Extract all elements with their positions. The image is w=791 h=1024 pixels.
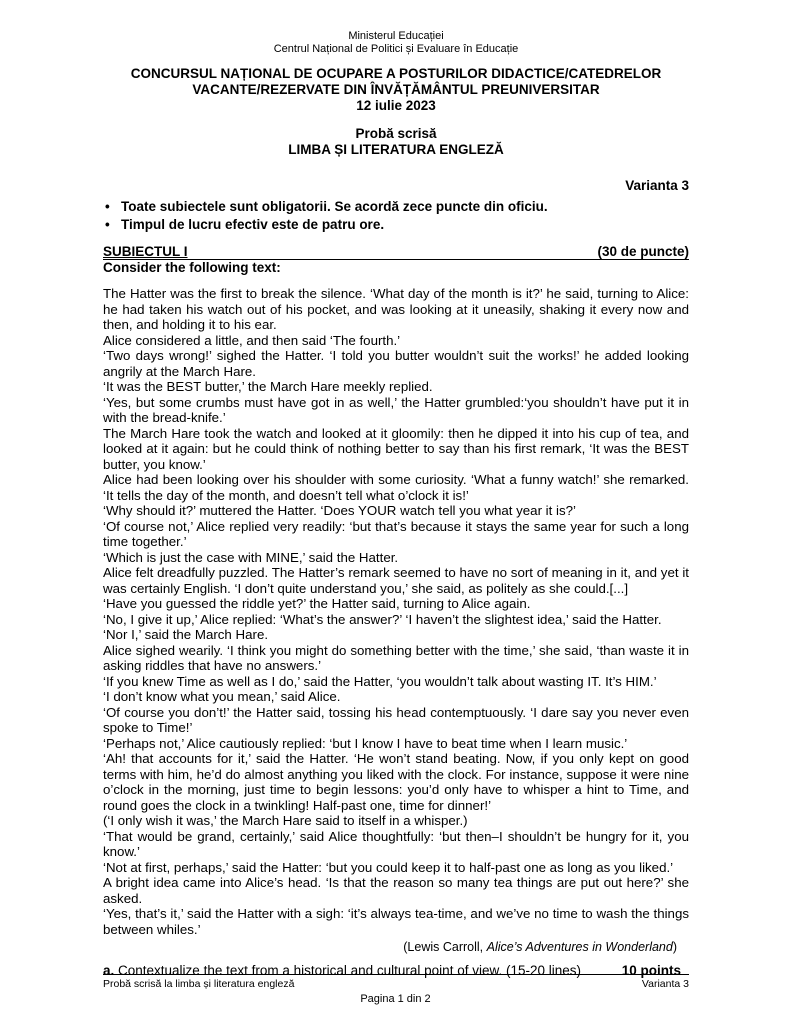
question-points: 10 points <box>621 963 681 978</box>
rule-item <box>103 216 689 234</box>
text-paragraph: ‘Not at first, perhaps,’ said the Hatter: ‘but you could keep it to half-past one as long as you liked.’ <box>103 859 674 875</box>
text-paragraph: ‘Have you guessed the riddle yet?’ the Hatter said, turning to Alice again. <box>103 596 531 611</box>
rule-text: Timpul de lucru efectiv este de patru ore. <box>121 217 385 232</box>
rule-text: Toate subiectele sunt obligatorii. Se acordă zece puncte din oficiu. <box>121 199 548 214</box>
text-paragraph: ‘Ah! that accounts for it,’ said the Hatter. ‘He won’t stand beating. Now, if you only kept on good terms with him, he’d do almost anything you liked with the clock. For instance, suppose it were nine o’clock in the morning, just time to begin lessons: you’d only have to whisper a hint to Time, and round goes the clock in a twinkling! Half-past one, time for dinner!’ <box>103 751 689 813</box>
citation <box>103 940 689 955</box>
text-paragraph: A bright idea came into Alice’s head. ‘Is that the reason so many tea things are put out here?’ she asked. <box>103 875 689 906</box>
page-number: Pagina 1 din 2 <box>360 993 431 1005</box>
question-letter: a. <box>103 963 115 978</box>
citation-open: (Lewis Carroll, <box>403 940 487 954</box>
center-name: Centrul Național de Politici și Evaluare în Educație <box>273 43 519 55</box>
title-line-1: CONCURSUL NAȚIONAL DE OCUPARE A POSTURILOR DIDACTICE/CATEDRELOR <box>130 66 662 81</box>
footer-right: Varianta 3 <box>641 978 689 990</box>
section-header <box>103 244 689 260</box>
text-paragraph: ‘If you knew Time as well as I do,’ said the Hatter, ‘you wouldn’t talk about wasting IT. It’s HIM.’ <box>103 673 657 689</box>
text-paragraph: ‘Of course you don’t!’ the Hatter said, tossing his head contemptuously. ‘I dare say you never even spoke to Time!’ <box>103 704 689 735</box>
rule-item <box>103 198 689 216</box>
text-paragraph: ‘I don’t know what you mean,’ said Alice. <box>103 689 341 704</box>
exam-kind: Probă scrisă <box>355 126 437 141</box>
section-points: (30 de puncte) <box>597 244 689 259</box>
text-paragraph: ‘Which is just the case with MINE,’ said the Hatter. <box>103 549 399 565</box>
text-paragraph: ‘Yes, that’s it,’ said the Hatter with a sigh: ‘it’s always tea-time, and we’ve no time to wash the things between whiles.’ <box>103 906 689 937</box>
section-instruction: Consider the following text: <box>103 260 281 275</box>
literary-text <box>103 286 689 937</box>
exam-title <box>103 66 689 114</box>
ministry-header <box>103 30 689 56</box>
text-paragraph: ‘Perhaps not,’ Alice cautiously replied: ‘but I know I have to beat time when I learn music.’ <box>103 735 628 751</box>
question-text: Contextualize the text from a historical and cultural point of view. (15-20 lines) <box>114 963 581 978</box>
text-paragraph: ‘No, I give it up,’ Alice replied: ‘What’s the answer?’ ‘I haven’t the slightest idea,’ said the Hatter. <box>103 611 662 627</box>
text-paragraph: The March Hare took the watch and looked at it gloomily: then he dipped it into his cup of tea, and looked at it again: but he could think of nothing better to say than his first remark, ‘It was the BEST butter, you know.’ <box>103 425 689 472</box>
citation-work: Alice’s Adventures in Wonderland <box>486 940 673 954</box>
text-paragraph: ‘Why should it?’ muttered the Hatter. ‘Does YOUR watch tell you what year it is?’ <box>103 503 576 518</box>
bullet-icon: • <box>105 199 110 214</box>
ministry-name: Ministerul Educației <box>348 30 444 42</box>
exam-subject: LIMBA ȘI LITERATURA ENGLEZĂ <box>288 142 504 157</box>
title-line-2: VACANTE/REZERVATE DIN ÎNVĂȚĂMÂNTUL PREUNIVERSITAR <box>192 82 600 97</box>
text-paragraph: The Hatter was the first to break the silence. ‘What day of the month is it?’ he said, turning to Alice: he had taken his watch out of his pocket, and was looking at it uneasily, shaking it every now and then, and holding it to his ear. <box>103 286 689 332</box>
text-paragraph: (‘I only wish it was,’ the March Hare said to itself in a whisper.) <box>103 813 468 828</box>
text-paragraph: ‘Of course not,’ Alice replied very readily: ‘but that’s because it stays the same year for such a long time together.’ <box>103 518 689 549</box>
text-paragraph: Alice felt dreadfully puzzled. The Hatter’s remark seemed to have no sort of meaning in it, and yet it was certainly English. ‘I don’t quite understand you,’ she said, as politely as she could.[...] <box>103 565 689 596</box>
text-paragraph: Alice had been looking over his shoulder with some curiosity. ‘What a funny watch!’ she remarked. ‘It tells the day of the month, and doesn’t tell what o’clock it is!’ <box>103 472 689 503</box>
text-paragraph: Alice sighed wearily. ‘I think you might do something better with the time,’ she said, ‘than waste it in asking riddles that have no answers.’ <box>103 642 689 673</box>
text-paragraph: Alice considered a little, and then said ‘The fourth.’ <box>103 332 401 348</box>
exam-date: 12 iulie 2023 <box>356 98 436 113</box>
exam-page <box>103 30 689 979</box>
citation-close: ) <box>672 940 677 954</box>
variant-label: Varianta 3 <box>625 178 689 193</box>
bullet-icon: • <box>105 217 110 232</box>
footer-left: Probă scrisă la limba și literatura engleză <box>103 978 295 990</box>
text-paragraph: ‘Yes, but some crumbs must have got in as well,’ the Hatter grumbled:‘you shouldn’t have put it in with the bread-knife.’ <box>103 394 689 425</box>
page-footer <box>103 974 689 990</box>
text-paragraph: ‘That would be grand, certainly,’ said Alice thoughtfully: ‘but then–I shouldn’t be hungry for it, you know.’ <box>103 828 689 859</box>
text-paragraph: ‘Two days wrong!’ sighed the Hatter. ‘I told you butter wouldn’t suit the works!’ he added looking angrily at the March Hare. <box>103 348 689 379</box>
section-label: SUBIECTUL I <box>103 244 188 259</box>
rules-list <box>103 198 689 234</box>
exam-type <box>103 126 689 158</box>
text-paragraph: ‘Nor I,’ said the March Hare. <box>103 627 269 642</box>
text-paragraph: ‘It was the BEST butter,’ the March Hare meekly replied. <box>103 379 433 394</box>
